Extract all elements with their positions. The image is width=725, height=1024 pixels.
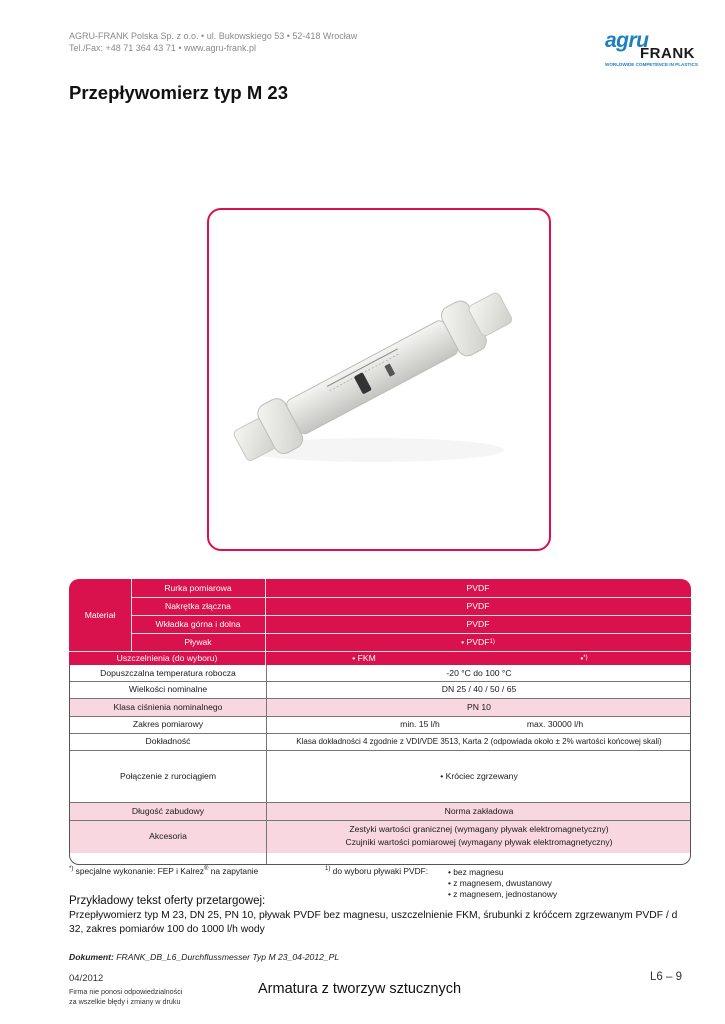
connection-value: • Króciec zgrzewany [440,770,518,781]
footer-section-title: Armatura z tworzyw sztucznych [258,981,462,997]
pressure-class-label: Klasa ciśnienia nominalnego [113,701,223,712]
footer-disclaimer-2: za wszelkie błędy i zmiany w druku [69,997,181,1006]
range-label: Zakres pomiarowy [132,719,204,729]
material-row-label: Wkładka górna i dolna [155,618,241,629]
footnote-one-text: do wyboru pływaki PVDF: [332,866,429,876]
page-title: Przepływomierz typ M 23 [69,82,288,103]
seal-option-footnote-mark: *) [583,654,588,661]
temperature-value: -20 °C do 100 °C [446,667,512,678]
material-row-label: Rurka pomiarowa [164,582,232,593]
material-row-label: Pływak [184,636,212,647]
registered-mark: ® [204,866,209,873]
material-row-label: Nakrętka złączna [165,600,231,611]
document-value: FRANK_DB_L6_Durchflussmesser Typ M 23_04-2012_PL [116,952,340,962]
seal-option-special [519,651,649,665]
accessories-line-2: Czujniki wartości pomiarowej (wymagany pływak elektromagnetyczny) [345,837,613,847]
specification-table [69,579,691,865]
material-section [69,579,691,665]
seal-option-fkm: • FKM [352,652,376,663]
connection-label: Połączenie z rurociągiem [119,770,216,781]
float-option: • z magnesem, jednostanowy [448,889,558,899]
footer-date: 04/2012 [69,973,104,984]
flowmeter-product-photo-icon [209,210,549,549]
float-material-footnote-mark: 1) [489,638,495,645]
float-option: • z magnesem, dwustanowy [448,878,552,888]
nominal-sizes-value: DN 25 / 40 / 50 / 65 [441,684,517,694]
length-label: Długość zabudowy [131,805,205,816]
material-float-value [265,633,691,651]
seals-label: Uszczelnienia (do wyboru) [116,652,218,663]
page-number: L6 – 9 [650,971,682,983]
agru-frank-logo [605,29,698,70]
logo-agru-text: agru [605,29,649,52]
footnote-star-text-a: specjalne wykonanie: FEP i Kalrez [75,866,204,876]
footnote-star-text-b: na zapytanie [210,866,259,876]
float-material-text: • PVDF [461,636,490,647]
range-max: max. 30000 l/h [526,719,584,729]
company-address: AGRU-FRANK Polska Sp. z o.o. • ul. Bukowskiego 53 • 52-418 Wrocław [69,31,358,41]
document-label: Dokument: [69,952,114,962]
seal-option-bullet: • [580,652,584,663]
footnote-float-options [325,866,428,876]
accuracy-value: Klasa dokładności 4 zgodnie z VDI/VDE 3513, Karta 2 (odpowiada około ± 2% wartości końcowej skali) [296,737,662,746]
accuracy-label: Dokładność [145,736,191,746]
company-contact: Tel./Fax: +48 71 364 43 71 • www.agru-frank.pl [69,43,257,53]
footnote-special-version [69,866,258,876]
temperature-label: Dopuszczalna temperatura robocza [100,667,236,678]
float-option: • bez magnesu [448,867,504,877]
material-row-value: PVDF [466,582,490,593]
range-min: min. 15 l/h [400,719,440,729]
accessories-label: Akcesoria [149,831,187,841]
footer-disclaimer-1: Firma nie ponosi odpowiedzialności [69,987,183,996]
nominal-sizes-label: Wielkości nominalne [128,684,208,694]
parameters-section [69,665,691,865]
length-value: Norma zakładowa [444,805,514,816]
offer-text: Przepływomierz typ M 23, DN 25, PN 10, pływak PVDF bez magnesu, uszczelnienie FKM, śrubunki z króćcem zgrzewanym PVDF / d 32, zakres pomiarów 100 do 1000 l/h wody [69,910,678,935]
accessories-line-1: Zestyki wartości granicznej (wymagany pływak elektromagnetyczny) [349,824,609,834]
material-label: Materiał [84,609,116,620]
material-row-value: PVDF [466,600,490,611]
offer-heading: Przykładowy tekst oferty przetargowej: [69,895,266,907]
logo-frank-text: FRANK [640,45,695,62]
logo-tagline: WORLDWIDE COMPETENCE IN PLASTICS [605,62,698,67]
footnote-one-mark: 1) [325,866,331,873]
material-row-value: PVDF [466,618,490,629]
document-reference [69,952,339,962]
pressure-class-value: PN 10 [467,701,491,712]
footnote-star-mark: *) [69,866,74,873]
product-photo-frame [207,208,551,551]
